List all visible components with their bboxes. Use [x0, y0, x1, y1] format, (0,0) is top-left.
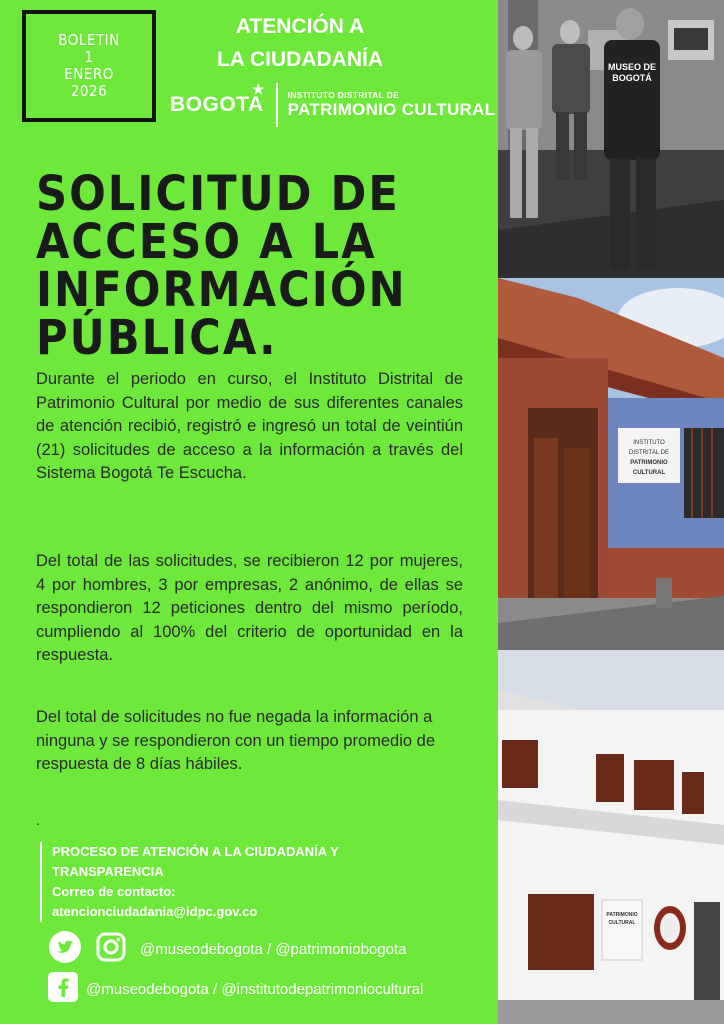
social-row-facebook — [48, 972, 423, 1006]
idpc-logo — [288, 90, 496, 120]
contact-email[interactable]: atencionciudadania@idpc.gov.co — [52, 904, 258, 919]
contact-label: Correo de contacto: — [52, 884, 176, 899]
logos — [170, 80, 495, 130]
page-title-line4: PÚBLICA. — [36, 310, 278, 366]
instagram-icon[interactable] — [96, 932, 126, 966]
header-title — [170, 10, 430, 76]
social-row-twitter-instagram — [48, 930, 406, 968]
photo-white-building — [498, 650, 724, 1024]
star-icon: ★ — [252, 81, 266, 97]
svg-text:PATRIMONIO: PATRIMONIO — [606, 912, 638, 918]
photo-colonial-house — [498, 278, 724, 650]
page-title-line2: ACCESO A LA — [36, 214, 377, 270]
svg-text:CULTURAL: CULTURAL — [632, 470, 666, 476]
facebook-icon[interactable] — [48, 972, 78, 1006]
bulletin-badge — [22, 10, 156, 122]
svg-text:BOGOTÁ: BOGOTÁ — [612, 73, 652, 83]
header-title-line2: LA CIUDADANÍA — [216, 48, 384, 71]
svg-text:CULTURAL: CULTURAL — [608, 920, 636, 926]
contact-process: PROCESO DE ATENCIÓN A LA CIUDADANÍA Y TRANSPARENCIA — [52, 844, 339, 879]
contact-block — [40, 842, 452, 922]
bulletin-year: 2026 — [70, 82, 108, 100]
bulletin-number: 1 — [84, 48, 94, 66]
social-handles-1[interactable]: @museodebogota / @patrimoniobogota — [140, 940, 407, 958]
idpc-logo-big: PATRIMONIO CULTURAL — [287, 100, 496, 119]
header-title-line1: ATENCIÓN A — [235, 15, 365, 38]
page-title-line3: INFORMACIÓN — [36, 262, 407, 318]
paragraph-intro: Durante el periodo en curso, el Instituto Distrital de Patrimonio Cultural por medio de sus diferentes canales de atención recibió, registró e ingresó un total de veintiún (21) solicitudes de acceso a la información a través del Sistema Bogotá Te Escucha. — [36, 370, 463, 482]
social-handles-2[interactable]: @museodebogota / @institutodepatrimoniocultural — [86, 980, 424, 998]
photo-museum-visitors — [498, 0, 724, 278]
bogota-logo-text: BOGOTA — [170, 93, 264, 116]
bogota-logo — [170, 81, 266, 117]
svg-text:PATRIMONIO: PATRIMONIO — [630, 460, 668, 466]
idpc-logo-small: INSTITUTO DISTRITAL DE — [287, 90, 400, 100]
svg-text:MUSEO DE: MUSEO DE — [607, 62, 657, 72]
twitter-icon[interactable] — [48, 930, 82, 968]
svg-text:INSTITUTO: INSTITUTO — [633, 440, 665, 446]
paragraph-response-time: Del total de solicitudes no fue negada la información a ninguna y se respondieron con un tiempo promedio de respuesta de 8 días hábiles. — [36, 708, 436, 773]
paragraph-breakdown: Del total de las solicitudes, se recibieron 12 por mujeres, 4 por hombres, 3 por empresas, 2 anónimo, de ellas se respondieron 12 peticiones dentro del mismo período, cumpliendo al 100% del criterio de oportunidad en la respuesta. — [36, 552, 463, 664]
trailing-dot: . — [36, 812, 40, 828]
logo-divider — [276, 83, 278, 127]
page-title — [36, 166, 486, 366]
page-title-line1: SOLICITUD DE — [36, 166, 400, 222]
svg-text:DISTRITAL DE: DISTRITAL DE — [628, 450, 670, 456]
bulletin-month: ENERO — [64, 65, 114, 83]
bulletin-label: BOLETIN — [58, 31, 120, 49]
